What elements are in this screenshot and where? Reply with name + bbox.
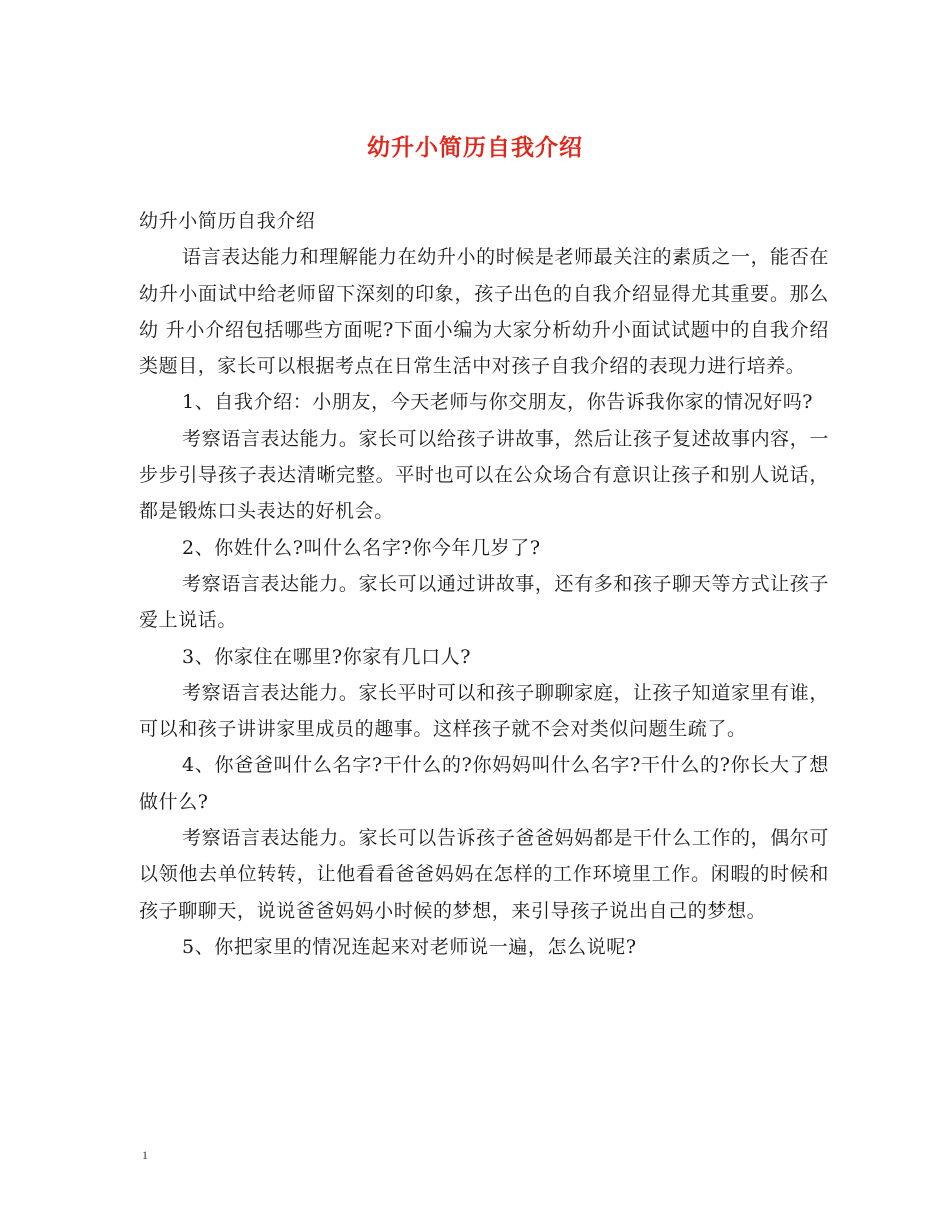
document-body	[139, 203, 829, 965]
answer-2: 考察语言表达能力。家长可以通过讲故事，还有多和孩子聊天等方式让孩子爱上说话。	[139, 572, 829, 632]
paragraph-intro: 语言表达能力和理解能力在幼升小的时候是老师最关注的素质之一，能否在幼升小面试中给老师留下深刻的印象，孩子出色的自我介绍显得尤其重要。那么幼 升小介绍包括哪些方面呢?下面小编为大家分析幼升小面试试题中的自我介绍类题目，家长可以根据考点在日常生活中对孩子自我介绍的表现力进行培养。	[139, 246, 829, 378]
document-title: 幼升小简历自我介绍	[367, 134, 583, 161]
question-3: 3、你家住在哪里?你家有几口人?	[182, 645, 472, 668]
question-1: 1、自我介绍：小朋友，今天老师与你交朋友，你告诉我你家的情况好吗?	[182, 391, 814, 414]
answer-1: 考察语言表达能力。家长可以给孩子讲故事，然后让孩子复述故事内容，一步步引导孩子表达清晰完整。平时也可以在公众场合有意识让孩子和别人说话，都是锻炼口头表达的好机会。	[139, 427, 829, 523]
section-heading: 幼升小简历自我介绍	[139, 210, 316, 232]
question-5: 5、你把家里的情况连起来对老师说一遍，怎么说呢?	[182, 935, 637, 958]
answer-3: 考察语言表达能力。家长平时可以和孩子聊聊家庭，让孩子知道家里有谁，可以和孩子讲讲家里成员的趣事。这样孩子就不会对类似问题生疏了。	[139, 681, 829, 741]
page-number: 1	[142, 1148, 148, 1162]
question-2: 2、你姓什么?叫什么名字?你今年几岁了?	[182, 536, 541, 559]
question-4: 4、你爸爸叫什么名字?干什么的?你妈妈叫什么名字?干什么的?你长大了想做什么?	[139, 754, 829, 813]
answer-4: 考察语言表达能力。家长可以告诉孩子爸爸妈妈都是干什么工作的，偶尔可以领他去单位转转，让他看看爸爸妈妈在怎样的工作环境里工作。闲暇的时候和孩子聊聊天，说说爸爸妈妈小时候的梦想，来引导孩子说出自己的梦想。	[139, 827, 829, 922]
